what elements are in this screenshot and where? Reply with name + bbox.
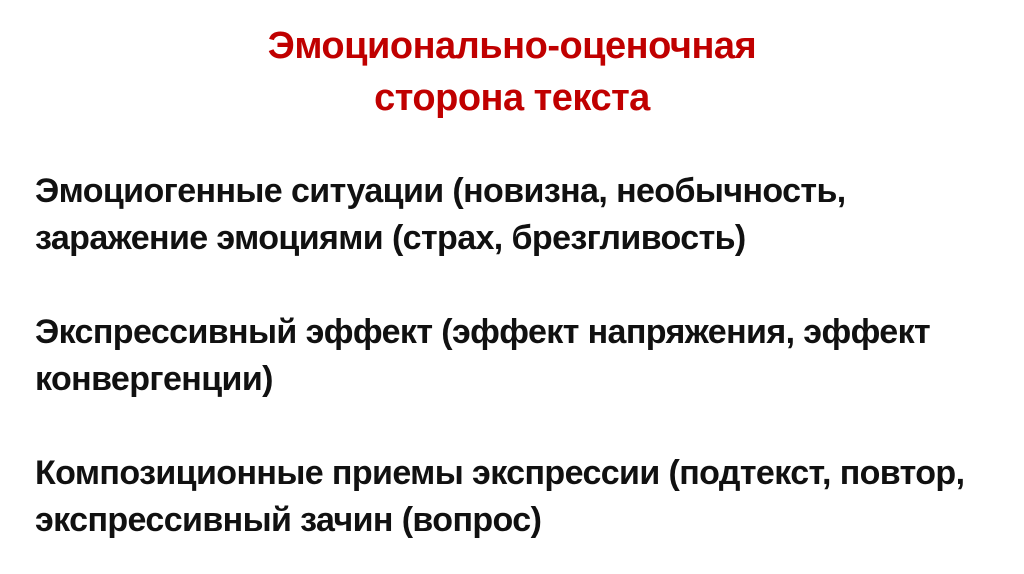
paragraph-3-line-1: Композиционные приемы экспрессии (подтекст, повтор, <box>35 454 965 492</box>
paragraph-expressive-effect <box>35 309 1004 403</box>
paragraph-2-line-2: конвергенции) <box>35 360 273 398</box>
paragraph-1-line-1: Эмоциогенные ситуации (новизна, необычность, <box>35 172 846 210</box>
slide-title-line-1: Эмоционально-оценочная <box>267 25 757 67</box>
paragraph-2-line-1: Экспрессивный эффект (эффект напряжения, эффект <box>35 313 931 351</box>
paragraph-emotiogenic-situations <box>35 168 1004 262</box>
slide-body <box>35 168 1004 544</box>
slide-title-line-2: сторона текста <box>374 77 650 119</box>
paragraph-1-line-2: заражение эмоциями (страх, брезгливость) <box>35 219 746 257</box>
paragraph-3-line-2: экспрессивный зачин (вопрос) <box>35 501 542 539</box>
paragraph-compositional-techniques <box>35 450 1004 544</box>
slide-title <box>0 20 1024 124</box>
